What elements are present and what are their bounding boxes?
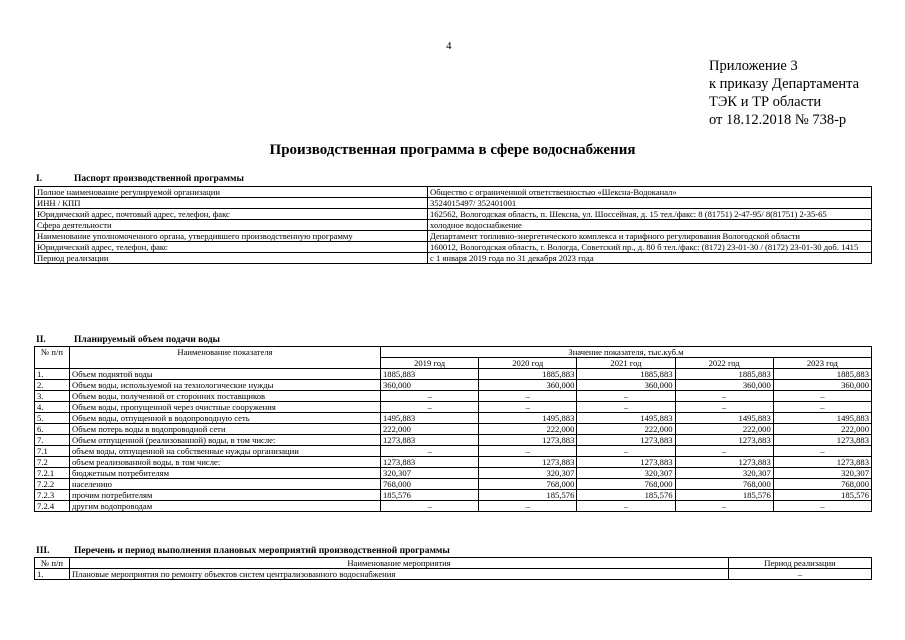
year-header: 2023 год (773, 358, 871, 369)
row-name: населению (70, 479, 381, 490)
row-value: – (773, 501, 871, 512)
row-value: 1273,883 (381, 457, 479, 468)
section-2-heading (34, 335, 220, 345)
passport-table (34, 186, 872, 264)
row-value: – (381, 501, 479, 512)
passport-value: 3524015497/ 352401001 (428, 198, 872, 209)
row-number: 7.1 (35, 446, 70, 457)
appendix-note (709, 57, 859, 129)
row-value: 1273,883 (675, 435, 773, 446)
row-name: Плановые мероприятия по ремонту объектов систем централизованного водоснабжения (70, 569, 729, 580)
row-value: – (381, 391, 479, 402)
row-value: 1495,883 (381, 413, 479, 424)
row-name: прочим потребителям (70, 490, 381, 501)
row-value: – (773, 446, 871, 457)
row-value: 222,000 (479, 424, 577, 435)
row-name: бюджетным потребителям (70, 468, 381, 479)
row-value: 1495,883 (675, 413, 773, 424)
row-value: – (577, 501, 675, 512)
table-row (35, 391, 872, 402)
col-name-header: Наименование показателя (70, 347, 381, 369)
year-header: 2020 год (479, 358, 577, 369)
passport-row (35, 187, 872, 198)
year-header: 2019 год (381, 358, 479, 369)
row-value: 360,000 (479, 380, 577, 391)
row-value: – (773, 391, 871, 402)
row-value: 360,000 (381, 380, 479, 391)
passport-key: Юридический адрес, почтовый адрес, телефон, факс (35, 209, 428, 220)
row-value: 185,576 (479, 490, 577, 501)
passport-value: холодное водоснабжение (428, 220, 872, 231)
row-value: – (479, 446, 577, 457)
table-row (35, 446, 872, 457)
row-value: 1495,883 (773, 413, 871, 424)
table-row (35, 457, 872, 468)
row-value: 320,307 (577, 468, 675, 479)
row-value: 1885,883 (675, 369, 773, 380)
passport-value: Департамент топливно-энергетического комплекса и тарифного регулирования Вологодской области (428, 231, 872, 242)
row-value: 768,000 (577, 479, 675, 490)
passport-row (35, 231, 872, 242)
row-number: 5. (35, 413, 70, 424)
row-name: Объем воды, используемой на технологические нужды (70, 380, 381, 391)
row-number: 7.2 (35, 457, 70, 468)
section-3-title: Перечень и период выполнения плановых мероприятий производственной программы (74, 546, 450, 556)
section-3-heading (34, 546, 450, 556)
row-value: 185,576 (773, 490, 871, 501)
passport-row (35, 253, 872, 264)
row-value: 360,000 (773, 380, 871, 391)
row-value: 1885,883 (577, 369, 675, 380)
measures-table (34, 557, 872, 580)
table-row (35, 501, 872, 512)
row-value: 768,000 (479, 479, 577, 490)
passport-key: Сфера деятельности (35, 220, 428, 231)
row-value: 1273,883 (479, 435, 577, 446)
row-value: 1273,883 (577, 457, 675, 468)
row-value: – (479, 501, 577, 512)
row-value: 320,307 (479, 468, 577, 479)
row-value: – (675, 391, 773, 402)
row-value: 1495,883 (577, 413, 675, 424)
row-value: – (773, 402, 871, 413)
row-number: 7.2.4 (35, 501, 70, 512)
appendix-line-4: от 18.12.2018 № 738-р (709, 112, 847, 128)
appendix-line-2: к приказу Департамента (709, 76, 860, 92)
row-number: 6. (35, 424, 70, 435)
row-value: – (577, 391, 675, 402)
passport-value: с 1 января 2019 года по 31 декабря 2023 года (428, 253, 872, 264)
section-1-number: I. (36, 174, 43, 184)
row-value: – (675, 402, 773, 413)
row-value: – (675, 446, 773, 457)
table-row (35, 424, 872, 435)
row-period: – (729, 569, 872, 580)
row-name: Объем воды, отпущенной в водопроводную сеть (70, 413, 381, 424)
row-value: 222,000 (381, 424, 479, 435)
passport-row (35, 242, 872, 253)
passport-row (35, 209, 872, 220)
row-value: 1495,883 (479, 413, 577, 424)
row-value: 1885,883 (381, 369, 479, 380)
row-value: 1885,883 (773, 369, 871, 380)
table-row (35, 479, 872, 490)
row-value: 1273,883 (381, 435, 479, 446)
water-volume-table (34, 346, 872, 512)
table-row (35, 569, 872, 580)
row-value: 1273,883 (675, 457, 773, 468)
passport-row (35, 198, 872, 209)
passport-key: Полное наименование регулируемой организации (35, 187, 428, 198)
row-name: Объем воды, пропущенной через очистные сооружения (70, 402, 381, 413)
passport-key: ИНН / КПП (35, 198, 428, 209)
row-name: объем реализованной воды, в том числе: (70, 457, 381, 468)
row-value: 1273,883 (773, 457, 871, 468)
document-title: Производственная программа в сфере водоснабжения (269, 142, 636, 158)
row-number: 7.2.2 (35, 479, 70, 490)
row-value: 1273,883 (479, 457, 577, 468)
year-header: 2021 год (577, 358, 675, 369)
section-2-number: II. (36, 335, 46, 345)
row-value: 360,000 (675, 380, 773, 391)
col-period-header: Период реализации (729, 558, 872, 569)
row-value: 222,000 (675, 424, 773, 435)
table-row (35, 468, 872, 479)
row-value: – (479, 391, 577, 402)
col-measure-header: Наименование мероприятия (70, 558, 729, 569)
row-name: Объем потерь воды в водопроводной сети (70, 424, 381, 435)
row-value: 185,576 (577, 490, 675, 501)
appendix-line-3: ТЭК и ТР области (709, 94, 822, 110)
row-number: 7. (35, 435, 70, 446)
row-number: 7.2.3 (35, 490, 70, 501)
row-value: 768,000 (773, 479, 871, 490)
row-value: 185,576 (381, 490, 479, 501)
section-1-heading (34, 174, 244, 184)
table-row (35, 380, 872, 391)
row-value: 768,000 (675, 479, 773, 490)
row-value: 320,307 (381, 468, 479, 479)
row-name: другим водопроводам (70, 501, 381, 512)
row-value: 768,000 (381, 479, 479, 490)
row-value: – (381, 402, 479, 413)
passport-value: 160012, Вологодская область, г. Вологда, Советский пр., д. 80 б тел./факс: (8172) 23-01-30 / (8172) 23-01-30 доб. 1415 (428, 242, 872, 253)
row-number: 1. (35, 369, 70, 380)
row-value: 222,000 (773, 424, 871, 435)
passport-value: 162562, Вологодская область, п. Шексна, ул. Шоссейная, д. 15 тел./факс: 8 (81751) 2-47-95/ 8(81751) 2-35-65 (428, 209, 872, 220)
col-number-header: № п/п (35, 558, 70, 569)
row-value: 320,307 (773, 468, 871, 479)
col-number-header: № п/п (35, 347, 70, 369)
row-name: Объем поднятой воды (70, 369, 381, 380)
row-value: 185,576 (675, 490, 773, 501)
col-value-header: Значение показателя, тыс.куб.м (381, 347, 872, 358)
row-name: Объем воды, полученной от сторонних поставщиков (70, 391, 381, 402)
row-value: – (479, 402, 577, 413)
row-number: 4. (35, 402, 70, 413)
row-name: объем воды, отпущенной на собственные нужды организации (70, 446, 381, 457)
row-value: 222,000 (577, 424, 675, 435)
row-value: 1273,883 (773, 435, 871, 446)
row-number: 7.2.1 (35, 468, 70, 479)
page-number: 4 (446, 40, 452, 52)
table-row (35, 402, 872, 413)
section-1-title: Паспорт производственной программы (74, 174, 244, 184)
row-value: – (675, 501, 773, 512)
passport-key: Период реализации (35, 253, 428, 264)
row-value: 360,000 (577, 380, 675, 391)
passport-row (35, 220, 872, 231)
row-value: – (577, 446, 675, 457)
year-header: 2022 год (675, 358, 773, 369)
table-row (35, 369, 872, 380)
section-3-number: III. (36, 546, 50, 556)
row-name: Объем отпущенной (реализованной) воды, в том числе: (70, 435, 381, 446)
row-number: 1. (35, 569, 70, 580)
table-row (35, 490, 872, 501)
table-row (35, 413, 872, 424)
row-value: – (577, 402, 675, 413)
row-number: 2. (35, 380, 70, 391)
section-2-title: Планируемый объем подачи воды (74, 335, 220, 345)
row-value: 1885,883 (479, 369, 577, 380)
passport-key: Наименование уполномоченного органа, утвердившего производственную программу (35, 231, 428, 242)
row-value: 1273,883 (577, 435, 675, 446)
table-row (35, 435, 872, 446)
row-value: – (381, 446, 479, 457)
passport-value: Общество с ограниченной ответственностью «Шексна-Водоканал» (428, 187, 872, 198)
row-value: 320,307 (675, 468, 773, 479)
appendix-line-1: Приложение 3 (709, 58, 798, 74)
passport-key: Юридический адрес, телефон, факс (35, 242, 428, 253)
row-number: 3. (35, 391, 70, 402)
